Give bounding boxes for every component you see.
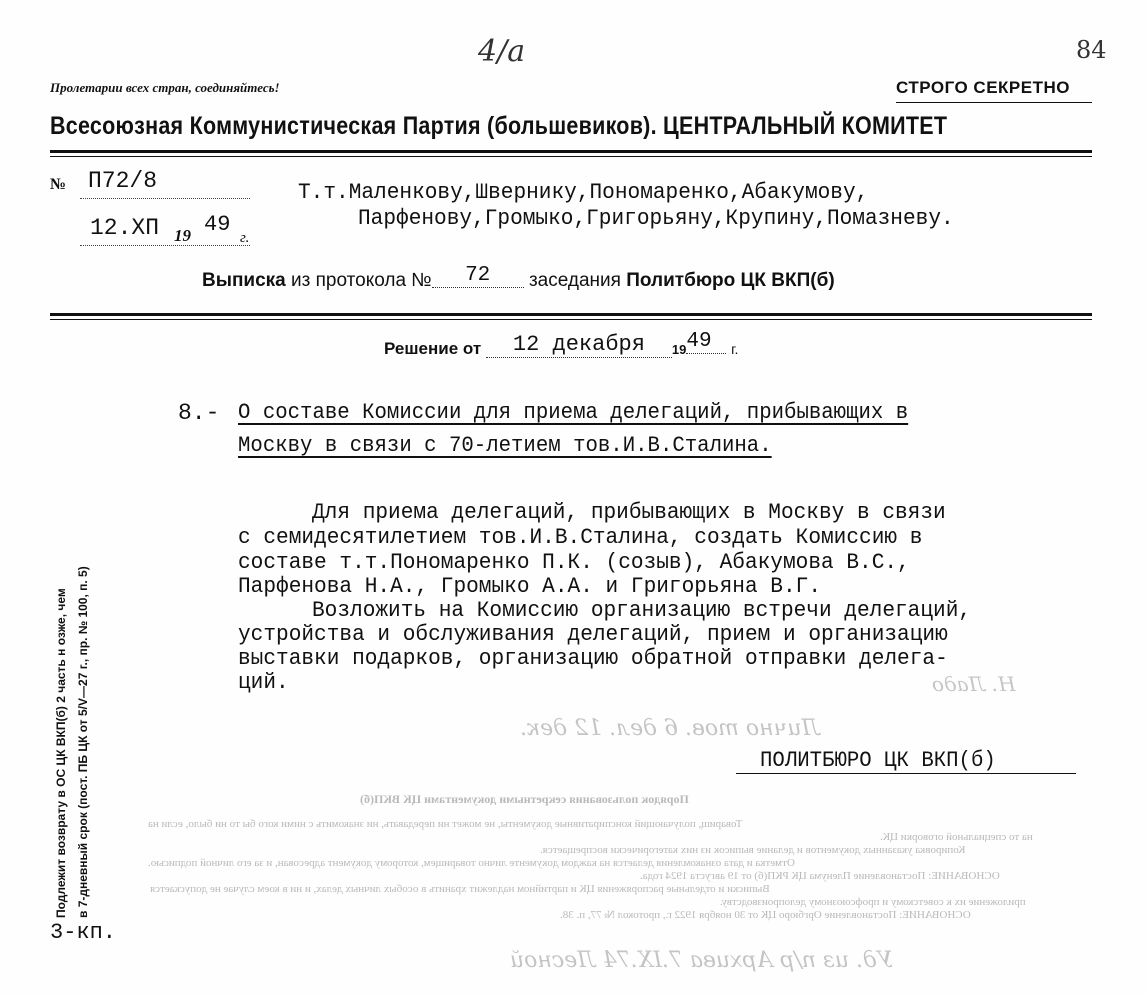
decision-year-prefix: 19 xyxy=(671,342,687,357)
sidebar-return-note-2: в 7-дневный срок (пост. ПБ ЦК от 5/V—27 г., пр. № 100, п. 5) xyxy=(76,566,90,918)
bleed-handwriting-3: Уд. из п/р Архива 7.IX.74 Лесной xyxy=(510,948,893,973)
signature: ПОЛИТБЮРО ЦК ВКП(б) xyxy=(760,748,996,773)
sidebar-return-note-1: Подлежит возврату в ОС ЦК ВКП(б) 2 часть н озже, чем xyxy=(54,588,68,918)
title-rule-thick xyxy=(50,150,1092,153)
bleed-handwriting-1: Н. Ладо xyxy=(932,672,1016,696)
bleed-line-8: ОСНОВАНИЕ: Постановление Оргбюро ЦК от 30 ноября 1922 г., протокол № 77, п. 38. xyxy=(560,909,971,921)
body-line-3: составе т.т.Пономаренко П.К. (созыв), Абакумова В.С., xyxy=(238,550,910,575)
secrecy-stamp: СТРОГО СЕКРЕТНО xyxy=(896,78,1070,97)
body-line-5: Возложить на Комиссию организацию встречи делегаций, xyxy=(312,598,972,623)
number-label: № xyxy=(50,176,67,193)
bleed-line-5: ОСНОВАНИЕ: Постановление Пленума ЦК РКП(б) от 19 августа 1924 года. xyxy=(640,870,1000,882)
decision-date: 12 декабря xyxy=(486,332,672,358)
number-dotline xyxy=(80,198,250,199)
bleed-line-4: Отметка и дата ознакомления делается на каждом документе лично товарищем, которому документ адресован, и за его личной подписью. xyxy=(148,857,795,869)
extract-text-1: из протокола № xyxy=(291,270,432,291)
document-number: П72/8 xyxy=(88,168,158,194)
extract-line xyxy=(202,264,835,294)
bleed-line-3: Копировка указанных документов и делание выписок из них категорически воспрещается. xyxy=(540,844,966,856)
date-dotline xyxy=(80,245,250,246)
decision-year-unit: г. xyxy=(731,341,739,357)
body-line-7: выставки подарков, организацию обратной отправки делега- xyxy=(238,646,948,671)
bleed-line-2: на то специальной оговорки ЦК. xyxy=(880,831,1033,843)
bleed-line-6: Выписки и отдельные распоряжения ЦК и партийном надлежит хранить в особых личных делах, и ни в коем случае не допускается xyxy=(150,883,770,895)
body-line-8: ций. xyxy=(238,670,289,695)
body-line-4: Парфенова Н.А., Громыко А.А. и Григорьяна В.Г. xyxy=(238,574,822,599)
body-line-1: Для приема делегаций, прибывающих в Москву в связи xyxy=(312,500,946,525)
bleed-line-7: приложение их к советскому и профсоюзному делопроизводству. xyxy=(720,896,1026,908)
recipients-line-1: Т.т.Маленкову,Швернику,Пономаренко,Абакумову, xyxy=(298,180,869,205)
decision-label: Решение от xyxy=(384,339,482,358)
copies-mark: 3-кп. xyxy=(50,920,117,945)
extract-rule-thick xyxy=(50,313,1092,316)
bleed-heading: Порядок пользования секретными документами ЦК ВКП(б) xyxy=(360,792,689,806)
page-number: 84 xyxy=(1076,36,1107,64)
document-date: 12.ХП xyxy=(90,215,160,241)
party-title: Всесоюзная Коммунистическая Партия (большевиков). ЦЕНТРАЛЬНЫЙ КОМИТЕТ xyxy=(50,112,948,140)
item-title-line-1: О составе Комиссии для приема делегаций, прибывающих в xyxy=(238,400,909,425)
protocol-number: 72 xyxy=(432,264,524,288)
signature-rule xyxy=(736,773,1076,774)
decision-line xyxy=(384,330,739,362)
bleed-handwriting-2: Лично тов. 6 дел. 12 дек. xyxy=(520,716,820,741)
decision-year-suffix: 49 xyxy=(686,330,726,354)
extract-text-2: заседания xyxy=(528,270,621,291)
slogan: Пролетарии всех стран, соединяйтесь! xyxy=(50,80,280,95)
item-title-line-2: Москву в связи с 70-летием тов.И.В.Сталина. xyxy=(238,433,772,458)
secrecy-underline xyxy=(896,102,1092,103)
title-rule-thin xyxy=(50,156,1092,157)
item-number: 8.- xyxy=(178,400,220,426)
handwritten-top-note: 4/а xyxy=(478,34,526,69)
body-line-6: устройства и обслуживания делегаций, прием и организацию xyxy=(238,622,948,647)
date-year-prefix: 19 xyxy=(174,226,191,245)
extract-rule-thin xyxy=(50,319,1092,320)
date-year-unit: г. xyxy=(240,230,250,246)
body-line-2: с семидесятилетием тов.И.В.Сталина, создать Комиссию в xyxy=(238,525,923,550)
extract-bold-word: Выписка xyxy=(202,270,286,291)
recipients-line-2: Парфенову,Громыко,Григорьяну,Крупину,Помазневу. xyxy=(358,206,954,231)
extract-bold-tail: Политбюро ЦК ВКП(б) xyxy=(626,270,835,291)
date-year-suffix: 49 xyxy=(204,212,231,237)
bleed-line-1: Товарищ, получающий конспиративные документы, не может ни передавать, ни знакомить с ними кого бы то ни было, если на xyxy=(148,818,743,830)
